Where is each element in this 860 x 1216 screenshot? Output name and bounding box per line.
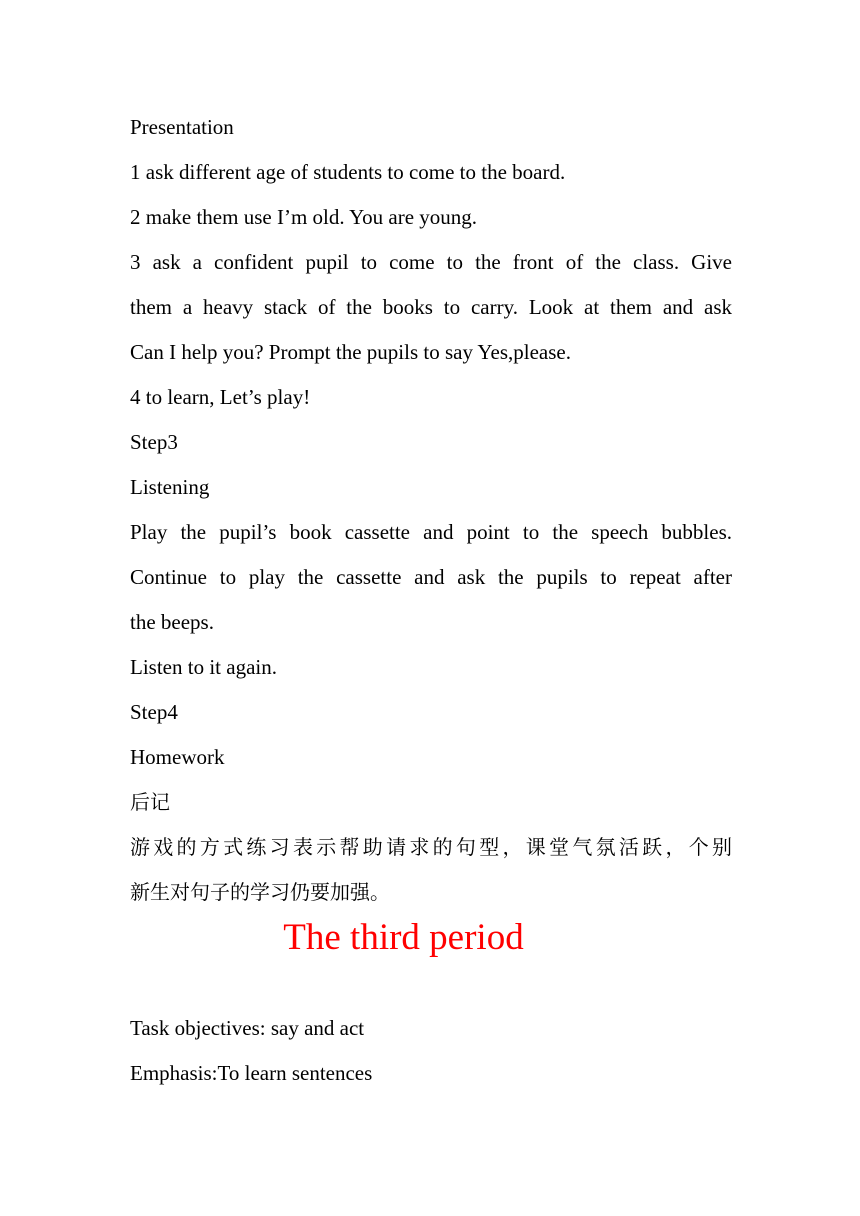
text-line: Play the pupil’s book cassette and point to the speech bubbles. [130,520,732,544]
section-title: The third period [283,917,524,958]
text-line-listening: Listening [130,475,210,499]
text-line-task-objectives: Task objectives: say and act [130,1016,365,1040]
text-line-postscript-label: 后记 [130,790,170,814]
text-line-homework: Homework [130,745,225,769]
text-line: Can I help you? Prompt the pupils to say Yes,please. [130,340,571,364]
text-line: 3 ask a confident pupil to come to the front of the class. Give [130,250,732,274]
text-line-postscript: 游戏的方式练习表示帮助请求的句型，课堂气氛活跃，个别 [130,835,732,859]
text-line: Continue to play the cassette and ask the pupils to repeat after [130,565,732,589]
text-line: them a heavy stack of the books to carry. Look at them and ask [130,295,732,319]
text-line-presentation: Presentation [130,115,234,139]
text-line: Listen to it again. [130,655,277,679]
text-line: 1 ask different age of students to come to the board. [130,160,566,184]
text-line: 4 to learn, Let’s play! [130,385,311,409]
text-line: the beeps. [130,610,214,634]
text-line-step3: Step3 [130,430,178,454]
text-line-step4: Step4 [130,700,178,724]
text-line: 2 make them use I’m old. You are young. [130,205,478,229]
text-line-postscript: 新生对句子的学习仍要加强。 [130,880,390,904]
text-line-emphasis: Emphasis:To learn sentences [130,1061,373,1085]
